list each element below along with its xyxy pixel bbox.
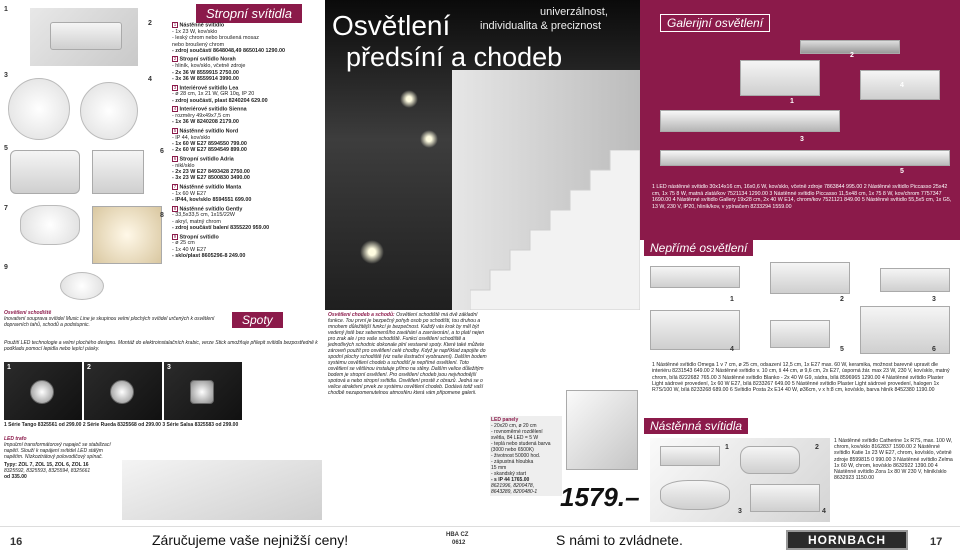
led-trafo-types: Typy: ZOL 7, ZOL 15, ZOL 6, ZOL 16 xyxy=(4,462,89,468)
product-spec xyxy=(172,206,322,232)
spec-line: - 1x 36 W 8240208 2179.00 xyxy=(172,119,239,126)
spec-num: 5 xyxy=(173,127,177,133)
spec-title: Interiérové svítidlo Sienna xyxy=(179,106,247,113)
spot-num-1: 1 xyxy=(7,364,11,371)
indirect-lamp-4 xyxy=(650,310,740,350)
led-panel-line: 8643289, 8200480-1 xyxy=(491,489,538,495)
spec-line: - zdroj součástí, plast 8240204 629.00 xyxy=(172,97,268,104)
spec-line: - 3x 36 W 8559914 3990.00 xyxy=(172,76,239,83)
product-spec xyxy=(172,156,322,182)
photo-num-9: 9 xyxy=(4,264,8,271)
spec-title: Nástěnné svítidlo Manta xyxy=(179,184,242,191)
photo-num-8: 8 xyxy=(160,212,164,219)
product-spec xyxy=(172,85,322,105)
gallery-num-1: 1 xyxy=(790,98,794,105)
left-section-header: Stropní svítidla xyxy=(196,4,302,23)
lamp-shape-2 xyxy=(8,78,70,140)
wall-num-4: 4 xyxy=(822,508,826,515)
led-panel-box xyxy=(490,416,562,496)
wall-num-2: 2 xyxy=(815,444,819,451)
indirect-num-1: 1 xyxy=(730,296,734,303)
stair-section xyxy=(4,310,224,328)
led-trafo-price: od 335.00 xyxy=(4,474,27,480)
spec-num: 4 xyxy=(173,106,177,112)
indirect-lamp-2 xyxy=(770,262,850,294)
indirect-num-3: 3 xyxy=(932,296,936,303)
spec-line: - 1x 60 W E27 xyxy=(172,190,207,197)
wall-header: Nástěnná svítidla xyxy=(644,418,748,434)
led-panel-line: světla, 84 LED = 5 W xyxy=(491,435,539,441)
subtitle-line-2: individualita & preciznost xyxy=(480,20,602,32)
footer-left-slogan: Záručujeme vaše nejnižší ceny! xyxy=(152,532,349,548)
middle-article xyxy=(328,312,488,396)
spec-line: - hliník, kov/sklo, včetně zdroje xyxy=(172,63,246,70)
footer-right-slogan: S námi to zvládnete. xyxy=(556,532,683,548)
spec-num: 7 xyxy=(173,183,177,189)
led-trafo-codes: 8325592, 8325593, 8325594, 8325661 xyxy=(4,468,91,474)
indirect-num-5: 5 xyxy=(840,346,844,353)
spoty-tab: Spoty xyxy=(232,312,283,328)
floor-spot xyxy=(360,240,384,264)
spec-line: - 2x 36 W 8559915 2750.00 xyxy=(172,69,239,76)
product-spec xyxy=(172,22,322,54)
indirect-num-2: 2 xyxy=(840,296,844,303)
big-price: 1579.– xyxy=(560,482,640,512)
led-panel-line: - skandský start xyxy=(491,471,527,477)
lamp-shape-6 xyxy=(20,205,80,245)
spot-light-2 xyxy=(110,380,134,404)
lamp-shape-4 xyxy=(10,150,80,194)
led-panel-line: - životnost 50000 hod. xyxy=(491,453,541,459)
gallery-num-5: 5 xyxy=(900,168,904,175)
spec-title: Nástěnné svítidlo Gently xyxy=(179,205,243,212)
led-panel-line: 15 mm xyxy=(491,465,507,471)
photo-num-2: 2 xyxy=(148,20,152,27)
spec-line: - ø 28 cm, 1x 21 W, GR 10q, IP 20 xyxy=(172,91,255,98)
wall-lamp-2 xyxy=(740,446,800,474)
led-panel-title: LED panely xyxy=(491,417,519,423)
gallery-lamp-5 xyxy=(660,150,950,166)
footer-left-page: 16 xyxy=(10,536,23,548)
led-trafo xyxy=(4,436,119,480)
product-spec xyxy=(172,56,322,82)
lamp-shape-7 xyxy=(92,206,162,264)
photo-num-1: 1 xyxy=(4,6,8,13)
led-trafo-photo xyxy=(122,460,322,520)
spec-line: - rozměry 49x49x7,5 cm xyxy=(172,112,230,119)
lamp-shape-1 xyxy=(50,22,122,50)
indirect-text: 1 Nástěnné svítidlo Omega 1 v 7 cm, ø 25 cm, odsazení 12,5 cm, 1x E27 max. 60 W, keramika, možnost barevně upravit dle interiéru 8231543 649.00 2 Nástěnné svítidlo v. 10 cm, š 44 cm, ø 9,6 cm, 2x E27, úsporná žár. max 23 W, 230 V, kov/sklo, matný chrom, bílá 8222682 765.00 3 Nástěnné svítidlo Blanko - 2x 40 W G9, sádra, bílá 8596965 1290.00 4 Nástěnné svítidlo Plaster Light sádrové provedení, 1x 60 W E27, bílá 8233267 649.00 5 Nástěnné svítidlo Plaster Light sádrové provedení, halogen 1x R7S/100 W, bílá 8233268 689.00 6 Svítidlo Posta 2x E14 40 W, ø36cm, v x h:8 cm, kov/sklo, barva hliník 8452380 1190.00 xyxy=(652,362,950,394)
spec-num: 2 xyxy=(173,56,177,62)
spot-light-3 xyxy=(190,380,214,404)
stair-text: Inovativní souprava svítidel Music Line je skupinou velmi plochých svítidel určených k osvětlení dopravních tahů, schodů a podstupnic. xyxy=(4,316,215,328)
spot-light-1 xyxy=(30,380,54,404)
led-panel-line: (3000 nebo 6500K) xyxy=(491,447,534,453)
spec-line: - 1x 60 W E27 8594550 799.00 xyxy=(172,141,247,148)
product-spec xyxy=(172,128,322,154)
hornbach-logo: HORNBACH xyxy=(786,530,908,550)
spec-line: - 1x 23 W, kov/sklo xyxy=(172,28,218,35)
wall-num-1: 1 xyxy=(725,444,729,451)
spec-line: - IP44, kov/sklo 8594551 699.00 xyxy=(172,197,252,204)
gallery-num-4: 4 xyxy=(900,82,904,89)
middle-article-body: Osvětlení schodiště má dvě základní funkce. Tou první je bezpečný pohyb osob po schodišti, tou druhou a mnohem důležitější funkcí je bezpečnost. Každý vás krok by měl být vedený jistě bez sebemenšího zaváhání a zavrávorání, a to platí nejen pro zrak ale i pro vaše schodiště. Funkci osvětlení schodiště a jednotlivých schodnic dokonale plní vestavné spoty. Které také můžete zároveň použít pro osvětlení celé chodby. Když je například zapojíte do spodní plochy schodiště (viz naše ilustrační vyobrazení). Dalším bodem systému osvětlení chodeb a schodišť je nepřímé osvětlení. Toto osvětlení se většinou instaluje přímo na stěny. Dalším velice důležitým bodem je stropní osvětlení. Pro osvětlení chodeb jsou nejvhodnější spotová a nebo stropní svítidla. Osvětlení prostě z obrazů. Jedná se o velice atraktivní prvek ze systému osvětlení chodeb. Dodává totiž vaší chodbě nezapomenutelnou atmosféru která vám připomene galerii. xyxy=(328,312,487,396)
indirect-num-4: 4 xyxy=(730,346,734,353)
led-trafo-title: LED trafo xyxy=(4,436,27,442)
photo-num-6: 6 xyxy=(160,148,164,155)
footer-code-2: 0612 xyxy=(452,540,466,546)
spec-line: - IP 44, kov/sklo xyxy=(172,134,211,141)
led-panel-photo xyxy=(566,390,638,470)
spec-title: Nástěnné svítidlo Nord xyxy=(179,128,239,135)
spec-line: - 2x 60 W E27 8594549 899.00 xyxy=(172,147,247,154)
spec-num: 9 xyxy=(173,233,177,239)
spec-line: - 2x 23 W E27 8493428 2750.00 xyxy=(172,169,250,176)
wall-lamp-3 xyxy=(660,480,730,510)
spec-line: nebo broušený chrom xyxy=(172,41,225,48)
wall-spot-1 xyxy=(400,90,418,108)
indirect-lamp-3 xyxy=(880,268,950,292)
spec-num: 8 xyxy=(173,205,177,211)
stair-polygon xyxy=(470,150,640,310)
spot-prices: 1 Série Tango 8325561 od 299.00 2 Série Rueda 8325568 od 299.00 3 Série Salsa 8325583 od 299.00 xyxy=(4,422,239,428)
spec-line: - akryl, matný chrom xyxy=(172,218,221,225)
lamp-shape-3 xyxy=(80,82,138,140)
stair-title: Osvětlení schodiště xyxy=(4,310,52,316)
product-spec xyxy=(172,184,322,204)
spec-num: 6 xyxy=(173,155,177,161)
led-panel-line: - rovnoměrné rozdělení xyxy=(491,429,543,435)
led-panel-line: 8621996, 8200478, xyxy=(491,483,535,489)
footer-code-1: HBA CZ xyxy=(446,532,469,538)
spec-line: - sklo/plast 8605296-8 249.00 xyxy=(172,253,246,260)
photo-num-5: 5 xyxy=(4,145,8,152)
gallery-lamp-3 xyxy=(660,110,840,132)
spec-line: - ø 25 cm xyxy=(172,240,195,247)
spec-line: - nikl/sklo xyxy=(172,162,195,169)
page-title-line-2: předsíní a chodeb xyxy=(346,42,563,72)
spot-num-2: 2 xyxy=(87,364,91,371)
photo-num-7: 7 xyxy=(4,205,8,212)
wall-spot-2 xyxy=(420,130,438,148)
product-spec xyxy=(172,106,322,126)
spec-num: 3 xyxy=(173,84,177,90)
spot-num-3: 3 xyxy=(167,364,171,371)
led-trafo-text: Impulzní transformátorový napaječ se stabilizací napětí. Slouží k napájení svítidel LED stálým napětím. Nízkoztrátový polovodičový spínač. xyxy=(4,442,111,460)
spec-title: Interiérové svítidlo Lea xyxy=(179,84,239,91)
left-photo-column xyxy=(0,0,168,310)
indirect-lamp-5 xyxy=(770,320,830,348)
photo-num-3: 3 xyxy=(4,72,8,79)
spec-line: - leský chrom nebo broušená mosaz xyxy=(172,35,259,42)
wall-lamp-1 xyxy=(660,446,720,466)
indirect-lamp-1 xyxy=(650,266,740,288)
wall-lamp-4 xyxy=(750,484,820,512)
spec-line: - 1x 40 W E27 xyxy=(172,246,207,253)
spec-num: 1 xyxy=(173,22,177,27)
spec-line: - zdroj součástí balení 8355220 959.00 xyxy=(172,225,270,232)
wall-num-3: 3 xyxy=(738,508,742,515)
subtitle-line-1: univerzálnost, xyxy=(540,6,608,18)
footer-right-page: 17 xyxy=(930,536,943,548)
gallery-num-2: 2 xyxy=(850,52,854,59)
indirect-lamp-6 xyxy=(860,306,950,354)
lamp-shape-5 xyxy=(92,150,144,194)
spec-title: Stropní svítidlo xyxy=(179,233,219,240)
gallery-lamp-1 xyxy=(740,60,820,96)
gallery-header: Galerijní osvětlení xyxy=(660,14,770,32)
spec-line: - zdroj součástí 8648048,49 8650140 1290.00 xyxy=(172,48,285,55)
product-spec-list xyxy=(172,22,322,260)
gallery-text: 1 LED nástěnné svítidlo 30x14x16 cm, 16x0,6 W, kov/sklo, včetně zdroje 7863844 995.00 2 Nástěnné svítidlo Piccasso 25x42 cm, 1x 75 8 W, matná zlatá/kov 7521134 1290.00 3 Nástěnné svítidlo Piccasso 11,5x48 cm, 1x 75 8 W, kov/chrom 7757347 1690.00 4 Nástěnné svítidlo Gallery 19x28 cm, 2x 40 W E14, chrom/kov 7521121 849.00 5 Nástěnné svítidlo 55,5x5 cm, 1x G5, 13 W, 230 V, IP20, hliník/kov, v ypínačem 8233294 1559.00 xyxy=(652,184,952,210)
indirect-header: Nepřímé osvětlení xyxy=(644,240,753,256)
photo-num-4: 4 xyxy=(148,76,152,83)
staircase-steps xyxy=(470,150,640,310)
spec-title: Nástěnné svítidlo xyxy=(179,22,225,29)
spec-title: Stropní svítidlo Adria xyxy=(179,156,234,163)
led-panel-line: - 20x20 cm, ø 20 cm xyxy=(491,423,537,429)
gallery-num-3: 3 xyxy=(800,136,804,143)
spec-line: - 33,5x33,5 cm, 1x15/22W xyxy=(172,212,235,219)
middle-article-title: Osvětlení chodeb a schodů: xyxy=(328,312,395,318)
product-spec xyxy=(172,234,322,260)
spec-line: - 3x 23 W E27 8500830 3490.00 xyxy=(172,175,250,182)
lamp-shape-8 xyxy=(60,272,104,300)
spec-title: Stropní svítidlo Norah xyxy=(179,56,236,63)
led-panel-line: - teplá nebo studená barva xyxy=(491,441,551,447)
indirect-num-6: 6 xyxy=(932,346,936,353)
spoty-text: Použití LED technologie a velmi plochého designu. Montáž do elektroinstalačních krabic, verze Stick umožňuje přilepit svítidla bezpostředně k podkladu pomocí lepidla nebo lepící pásky. xyxy=(4,340,318,352)
led-panel-line: - zápustná hloubka xyxy=(491,459,534,465)
page-title-line-1: Osvětlení xyxy=(332,10,451,41)
led-panel-line: - s IP 44 1765.00 xyxy=(491,477,530,483)
wall-text: 1 Nástěnné svítidlo Catherine 1x R7S, max. 100 W, chrom, kov/sklo 8162837 1590.00 2 Nástěnné svítidlo Katie 1x 23 W E27, chrom, kov/sklo, včetně zdroje 8599815 0 990.00 3 Nástěnné svítidlo Zelma 1x 60 W, chrom, kov/sklo 8632922 1390.00 4 Nástěnné svítidlo Zora 1x 80 W 230 V, hliník/sklo 8632923 1150.00 xyxy=(834,438,953,482)
